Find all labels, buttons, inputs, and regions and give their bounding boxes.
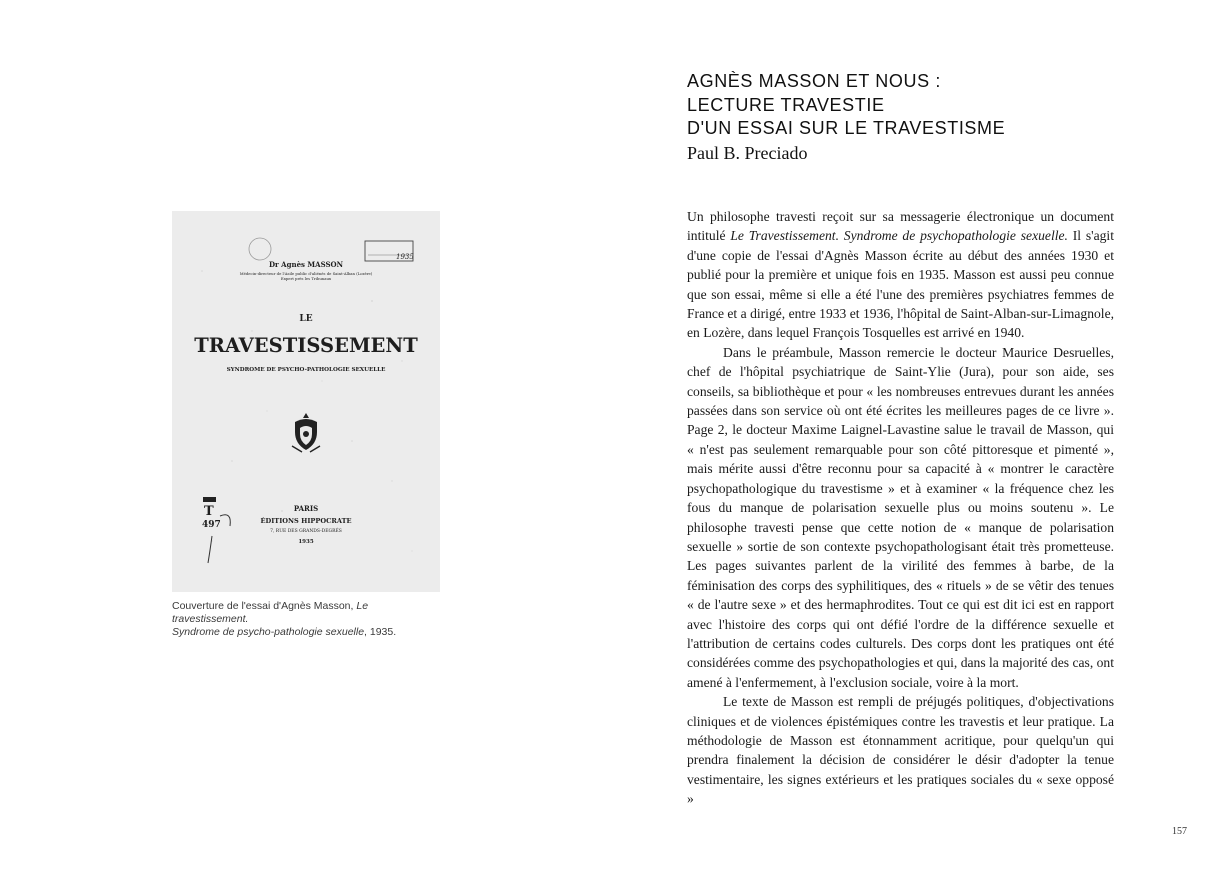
cover-publisher: ÉDITIONS HIPPOCRATE [260,517,352,525]
caption-prefix: Couverture de l'essai d'Agnès Masson, [172,600,357,612]
paragraph-3: Le texte de Masson est rempli de préjugés politiques, d'objectivations cliniques et de violences épistémiques contre les travestis et leur pratique. La méthodologie de Masson est étonnamment acritique, pour quelqu'un qui prendra finalement la décision de considérer le désir d'adopter la tenue vestimentaire, les signes extérieurs et les pratiques sociales du « sexe opposé » [687,694,1114,807]
book-cover-illustration [172,211,440,592]
paragraph-1-end: Il s'agit d'une copie de l'essai d'Agnès Masson écrite au début des années 1930 et publié pour la première et unique fois en 1935. Masson est aussi peu connue que son essai, même si elle a été l'une des premières psychiatres femmes de France et a dirigé, entre 1933 et 1936, l'hôpital de Saint-Alban-sur-Limagnole, en Lozère, dans lequel François Tosquelles est arrivé en 1940. [687,228,1114,341]
cover-address: 7, RUE DES GRANDS-DEGRÉS [270,529,342,534]
cover-city: PARIS [293,504,319,513]
article-body [687,207,1114,809]
paragraph-1 [687,207,1114,343]
caption-title-2: Syndrome de psycho-pathologie sexuelle [172,626,365,638]
paragraph-1-italic-title: Le Travestissement. Syndrome de psychopathologie sexuelle. [730,228,1068,244]
paragraph-2: Dans le préambule, Masson remercie le docteur Maurice Desruelles, chef de l'hôpital psychiatrique de Saint-Ylie (Jura), pour son aide, ses conseils, sa bibliothèque et pour « les nombreuses entrevues durant les années passées dans son service où ont été écrites les meilleures pages de ce livre ». Page 2, le docteur Maxime Laignel-Lavastine salue le travail de Masson, qui « n'est pas seulement remarquable pour son côté pittoresque et pimenté », mais mérite aussi d'être reconnu pour sa capacité à « montrer le caractère psychopathologique du travestisme » et à examiner « la fréquence chez les fous du manque de polarisation sexuelle plus ou moins soutenu ». Le philosophe travesti pense que cette notion de « manque de polarisation sexuelle » sortie de son contexte psychopathologisant était très prometteuse. Les pages suivantes parlent de la virilité des femmes à barbe, de la féminisation des corps des syphilitiques, des « rituels » de se vêtir des tenues « de l'autre sexe » et des hermaphrodites. Tout ce qui est dit ici est en rapport avec l'histoire des corps qui ont défié l'ordre de la différence sexuelle et l'attribution de certains codes culturels. Des corps dont les pratiques ont été considérées comme des psychopathologies et qui, dans la majorité des cas, ont amené à l'enfermement, à l'exclusion sociale, voire à la mort. [687,344,1114,690]
article-author: Paul B. Preciado [687,142,808,163]
caption-title-1: Le travestissement. [172,600,369,625]
page-number: 157 [1172,826,1187,837]
stamp-number: 497 [202,520,221,530]
figure-caption [172,600,442,639]
caption-suffix: , 1935. [364,626,397,638]
cover-title: TRAVESTISSEMENT [194,334,418,357]
article-heading [687,70,1127,164]
cover-article: LE [299,314,313,324]
corner-stamp-text: 1935 [396,253,414,261]
stamp-letter: T [204,504,214,519]
cover-author: Dr Agnès MASSON [268,260,344,269]
article-title-line-2: LECTURE TRAVESTIE [687,94,885,115]
cover-subtitle: SYNDROME DE PSYCHO-PATHOLOGIE SEXUELLE [226,367,386,373]
article-title-line-1: AGNÈS MASSON ET NOUS : [687,71,941,91]
cover-year: 1935 [298,539,314,545]
cover-author-subtitle-1: Médecin-directeur de l'Asile public d'aliénés de Saint-Alban (Lozère) [239,271,373,276]
article-title-line-3: D'UN ESSAI SUR LE TRAVESTISME [687,118,1006,138]
cover-author-subtitle-2: Expert près les Tribunaux [280,276,332,281]
paragraph-1-start: Un philosophe travesti reçoit sur sa messagerie électronique un document intitulé [687,209,1114,244]
book-cover-image [172,211,440,592]
